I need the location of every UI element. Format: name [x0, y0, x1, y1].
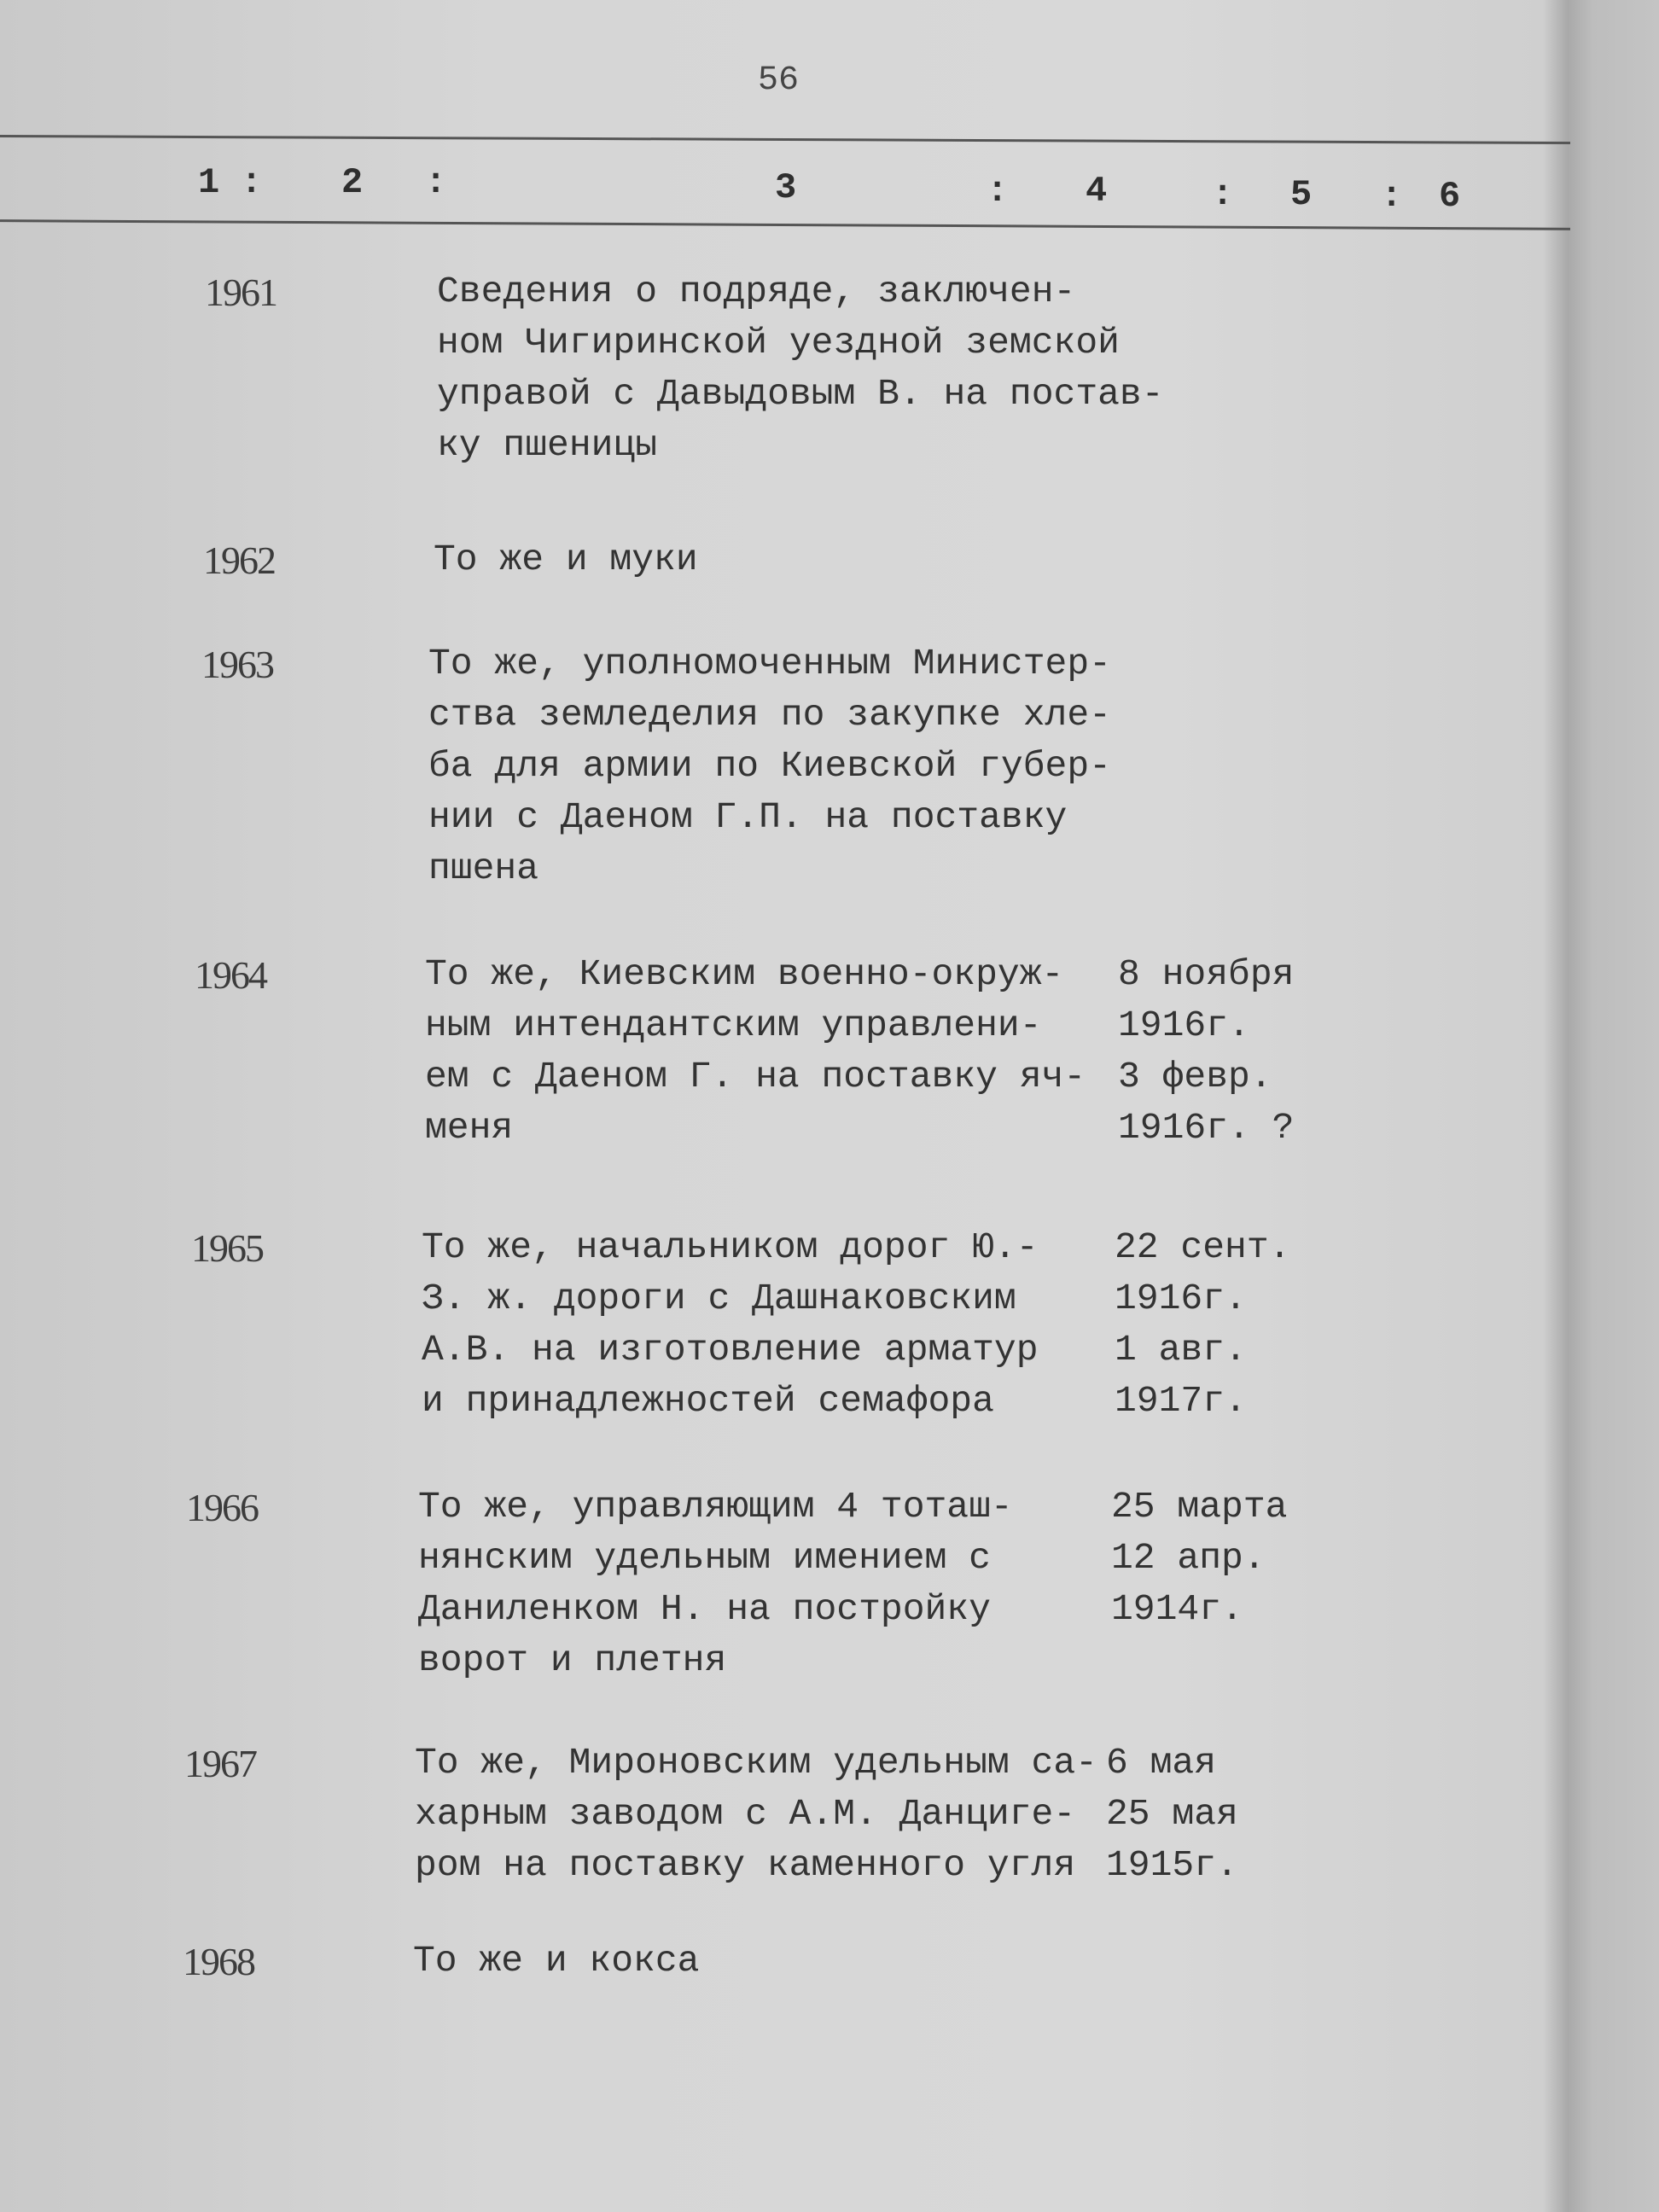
description-line: нии с Даеном Г.П. на поставку — [428, 796, 1068, 838]
date-line: 1915г. — [1106, 1844, 1238, 1886]
description-line: и принадлежностей семафора — [422, 1380, 994, 1422]
entry-number: 1964 — [195, 953, 266, 997]
page-number: 56 — [758, 61, 800, 100]
description-line: управой с Давыдовым В. на постав- — [437, 373, 1164, 415]
entry-description — [428, 638, 1111, 894]
date-line: 25 марта — [1111, 1486, 1288, 1528]
column-header-6: 6 — [1439, 176, 1461, 217]
column-separator: : — [1381, 176, 1403, 217]
column-header-5: 5 — [1290, 174, 1313, 215]
entry-description — [437, 266, 1164, 471]
description-line: харным заводом с А.М. Данцигe- — [415, 1793, 1076, 1835]
description-line: То же, начальником дорог Ю.- — [422, 1226, 1039, 1268]
entry-description — [425, 949, 1086, 1154]
description-line: Сведения о подряде, заключен- — [437, 271, 1076, 312]
column-header-4: 4 — [1086, 171, 1108, 212]
date-line: 12 апр. — [1111, 1537, 1266, 1579]
description-line: ворот и плетня — [418, 1639, 727, 1681]
entry-number: 1966 — [186, 1486, 258, 1529]
entry-description — [415, 1738, 1097, 1891]
header-bottom-rule — [0, 219, 1570, 230]
entry-number: 1967 — [184, 1742, 256, 1785]
header-top-rule — [0, 135, 1570, 144]
entry-number: 1961 — [205, 271, 276, 314]
entry-dates — [1111, 1481, 1287, 1635]
description-line: ба для армии по Киевской губер- — [428, 745, 1111, 787]
description-line: ром на поставку каменного угля — [415, 1844, 1076, 1886]
entry-number: 1965 — [191, 1226, 263, 1270]
date-line: 1914г. — [1111, 1588, 1243, 1630]
description-line: То же, управляющим 4 тоташ- — [418, 1486, 1013, 1528]
date-line: 1917г. — [1115, 1380, 1247, 1422]
description-line: ным интендантским управлени- — [425, 1004, 1042, 1046]
date-line: 25 мая — [1106, 1793, 1238, 1835]
date-line: 1916г. — [1118, 1004, 1250, 1046]
description-line: То же и кокса — [413, 1940, 700, 1982]
column-header-2: 2 — [341, 162, 364, 203]
description-line: А.В. на изготовление арматур — [422, 1329, 1039, 1371]
description-line: З. ж. дороги с Дашнаковским — [422, 1278, 1016, 1319]
entry-description — [434, 534, 698, 585]
entry-description — [413, 1936, 699, 1987]
description-line: ства земледелия по закупке хле- — [428, 694, 1111, 736]
description-line: нянским удельным имением с — [418, 1537, 991, 1579]
entry-number: 1962 — [203, 538, 275, 582]
description-line: меня — [425, 1107, 514, 1149]
column-separator: : — [241, 162, 263, 203]
description-line: ку пшеницы — [437, 424, 658, 466]
date-line: 6 мая — [1106, 1742, 1217, 1784]
entry-dates — [1106, 1738, 1238, 1891]
entry-dates — [1118, 949, 1294, 1154]
date-line: 22 сент. — [1115, 1226, 1291, 1268]
column-separator: : — [425, 162, 447, 203]
description-line: ем с Даеном Г. на поставку яч- — [425, 1056, 1086, 1097]
date-line: 1916г. ? — [1118, 1107, 1295, 1149]
date-line: 3 февр. — [1118, 1056, 1272, 1097]
column-separator: : — [987, 171, 1009, 212]
description-line: То же и муки — [434, 538, 698, 580]
column-header-1: 1 — [198, 162, 220, 203]
entry-description — [422, 1222, 1039, 1427]
column-separator: : — [1212, 174, 1234, 215]
entry-description — [418, 1481, 1013, 1686]
description-line: ном Чигиринской уездной земской — [437, 322, 1120, 364]
date-line: 1916г. — [1115, 1278, 1247, 1319]
date-line: 1 авг. — [1115, 1329, 1247, 1371]
description-line: То же, Мироновским удельным са- — [415, 1742, 1097, 1784]
description-line: То же, уполномоченным Министер- — [428, 643, 1111, 684]
description-line: пшена — [428, 847, 539, 889]
entry-dates — [1115, 1222, 1290, 1427]
description-line: То же, Киевским военно-окруж- — [425, 953, 1064, 995]
description-line: Даниленком Н. на постройку — [418, 1588, 991, 1630]
column-header-3: 3 — [775, 167, 797, 208]
entry-number: 1968 — [183, 1940, 254, 1983]
entry-number: 1963 — [201, 643, 273, 686]
date-line: 8 ноября — [1118, 953, 1295, 995]
